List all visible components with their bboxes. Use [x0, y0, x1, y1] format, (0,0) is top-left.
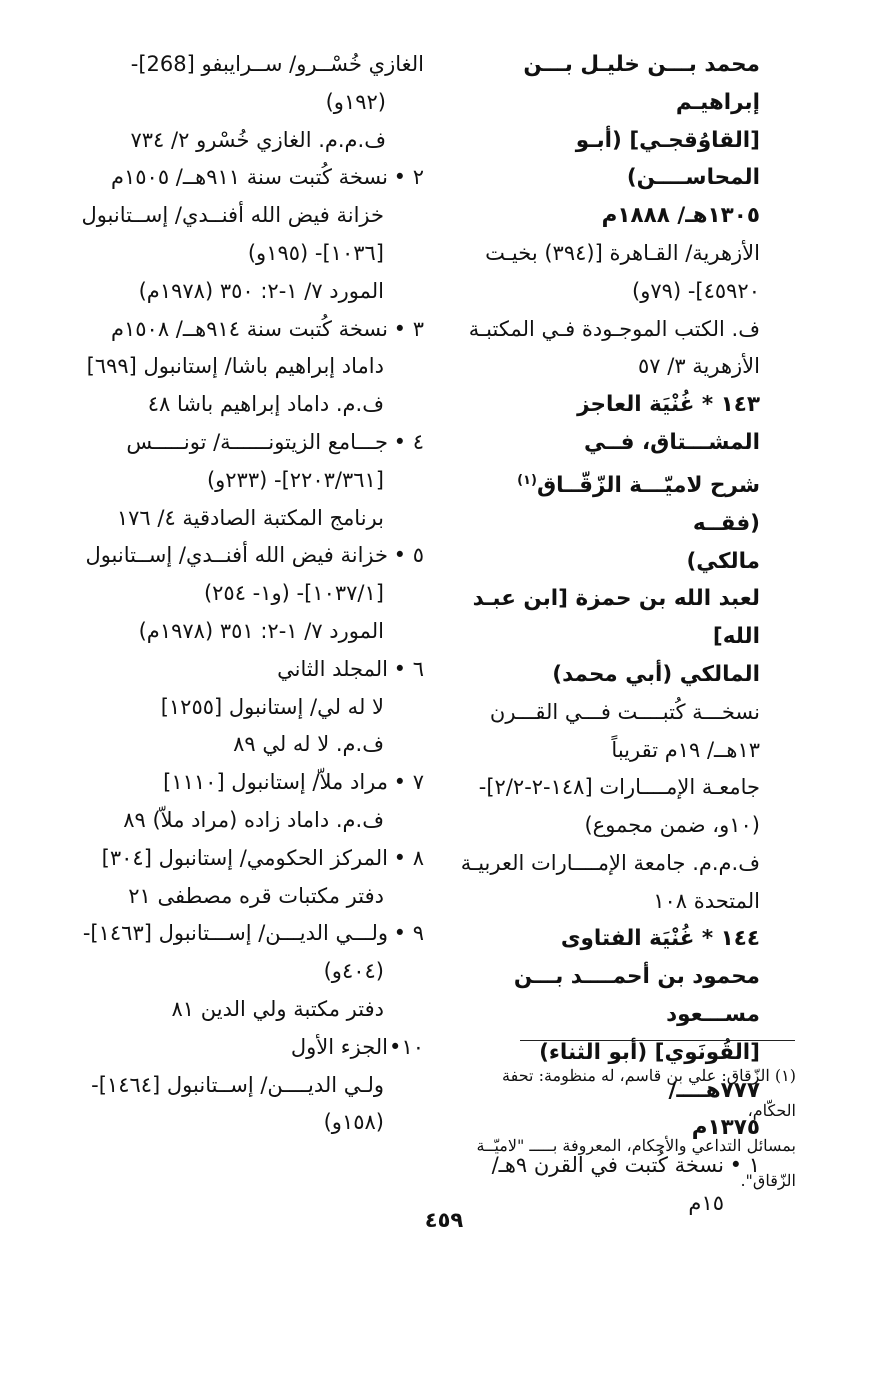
manuscript-location: لا له لي/ إستانبول [١٢٥٥]: [160, 694, 384, 719]
catalog-reference: ف.م. داماد إبراهيم باشا ٤٨: [147, 392, 384, 417]
author-name: محمود بن أحمــــد بـــن مســـعود: [513, 964, 760, 1028]
catalog-reference: دفتر مكتبة ولي الدين ٨١: [171, 996, 384, 1021]
item-number: ٤ •: [393, 429, 424, 454]
manuscript-location: خزانة فيض الله أفنــدي/ إســتانبول: [85, 543, 388, 568]
list-item: [76, 424, 424, 462]
footnote-line: بمسائل التداعي والأحكام، المعروفة بـــــ "لاميّــة: [476, 1136, 796, 1155]
footnote-line: الزّقاق".: [740, 1171, 796, 1190]
left-column: [76, 46, 424, 1142]
catalog-reference: الأزهرية ٣/ ٥٧: [637, 354, 760, 379]
list-item: [76, 651, 424, 689]
footnote-line: (١) الزّقاق: علي بن قاسم، له منظومة: تحفة الحكّام،: [502, 1066, 796, 1120]
entry-title: ١٤٤ * غُنْيَة الفتاوى: [560, 926, 760, 952]
footnote-marker: (١): [517, 472, 537, 488]
author-dates: ١٣٠٥هـ/ ١٨٨٨م: [601, 203, 760, 229]
author-name: [القاوُقجـي] (أبـو المحاســــن): [575, 127, 760, 191]
manuscript-location: المركز الحكومي/ إستانبول [٣٠٤]: [101, 845, 388, 870]
footnote-divider: [520, 1040, 795, 1041]
author-dates: ١٣٧٥م: [691, 1115, 760, 1141]
copy-note: نسخة كُتبت سنة ٩١٤هــ/ ١٥٠٨م: [110, 316, 388, 341]
item-number: ٧ •: [393, 770, 424, 795]
catalog-reference: المورد ٧/ ١-٢: ٣٥٠ (١٩٧٨م): [138, 278, 384, 303]
manuscript-location: ولـــي الديـــن/ إســـتانبول [١٤٦٣]-: [82, 921, 388, 946]
item-number: ٩ •: [393, 921, 424, 946]
author-name: [القُونَوي] (أبو الثناء) ٧٧٧هــــ/: [539, 1039, 760, 1103]
catalog-reference: ف.م.م. الغازي خُسْرو ٢/ ٧٣٤: [130, 127, 386, 152]
manuscript-location: (٤٠٤و): [323, 959, 384, 984]
manuscript-location: جـــامع الزيتونــــــة/ تونـــــس: [126, 429, 388, 454]
catalog-reference: المورد ٧/ ١-٢: ٣٥١ (١٩٧٨م): [138, 618, 384, 643]
manuscript-location: [٢٢٠٣/٣٦١]- (٢٣٣و): [206, 467, 384, 492]
list-item: [76, 311, 424, 349]
copy-note: نسخـــة كُتبــــت فـــي القـــرن: [489, 699, 760, 724]
item-number: ٣ •: [393, 316, 424, 341]
page-number: ٤٥٩: [424, 1208, 464, 1232]
item-number: ٨ •: [393, 845, 424, 870]
list-item: [76, 1029, 424, 1067]
item-number: ٦ •: [393, 656, 424, 681]
volume-note: المجلد الثاني: [277, 656, 388, 681]
footnote: [460, 1058, 796, 1198]
catalog-reference: المتحدة ١٠٨: [653, 888, 760, 913]
manuscript-location: الأزهرية/ القـاهرة [(٣٩٤) بخيـت: [485, 240, 760, 265]
list-item: [76, 537, 424, 575]
catalog-reference: ف.م.م. جامعة الإمــــارات العربيـة: [460, 850, 760, 875]
list-item: [76, 915, 424, 953]
entry-title: مالكي): [686, 548, 760, 574]
item-number: ١ •: [729, 1153, 760, 1178]
author-name: لعبد الله بن حمزة [ابن عبـد الله]: [472, 586, 760, 650]
item-number: ٢ •: [393, 165, 424, 190]
item-number: ٥ •: [393, 543, 424, 568]
manuscript-location: الغازي خُسْــرو/ ســرايبفو [268]-: [130, 52, 424, 76]
item-number: ١٠•: [389, 1034, 424, 1059]
catalog-reference: ف.م. لا له لي ٨٩: [233, 732, 384, 757]
manuscript-location: (١٩٢و): [325, 89, 386, 114]
manuscript-location: جامعـة الإمــــارات [١٤٨-٢-٢/٢]-: [478, 775, 760, 800]
manuscript-location: (١٥٨و): [323, 1110, 384, 1135]
catalog-reference: ف.م. داماد زاده (مراد ملاّ) ٨٩: [123, 807, 384, 832]
list-item: [76, 840, 424, 878]
copy-note: نسخة كُتبت في القرن ٩هـ/ ١٥م: [491, 1153, 724, 1216]
list-item: [76, 764, 424, 802]
catalog-reference: ف. الكتب الموجـودة فـي المكتبـة: [468, 316, 760, 341]
manuscript-location: ٤٥٩٢٠]- (٧٩و): [632, 278, 760, 303]
manuscript-location: [١٠٣٧/١]- (و١- ٢٥٤): [203, 581, 384, 606]
manuscript-location: (١٠و، ضمن مجموع): [584, 813, 760, 838]
right-column: [460, 46, 760, 1223]
manuscript-location: مراد ملاّ/ إستانبول [١١١٠]: [163, 770, 388, 795]
manuscript-location: [١٠٣٦]- (١٩٥و): [247, 240, 384, 265]
catalog-reference: دفتر مكتبات قره مصطفى ٢١: [128, 883, 384, 908]
author-name: المالكي (أبي محمد): [552, 661, 760, 687]
copy-note: ١٣هــ/ ١٩م تقريباً: [611, 737, 760, 762]
list-item: [76, 159, 424, 197]
manuscript-location: ولـي الديــــن/ إســتانبول [١٤٦٤]-: [91, 1072, 384, 1097]
entry-title: شرح لاميّـــة الزّقّــاق$^{(١)}$ (فقــه: [517, 472, 760, 536]
entry-title: ١٤٣ * غُنْيَة العاجز المشـــتاق، فــي: [577, 392, 760, 455]
copy-note: نسخة كُتبت سنة ٩١١هــ/ ١٥٠٥م: [110, 165, 388, 190]
manuscript-location: داماد إبراهيم باشا/ إستانبول [٦٩٩]: [86, 354, 384, 379]
catalog-reference: برنامج المكتبة الصادقية ٤/ ١٧٦: [116, 505, 384, 530]
author-name: محمد بـــن خليـل بـــن إبراهيـم: [523, 52, 760, 115]
volume-note: الجزء الأول: [290, 1034, 388, 1059]
manuscript-location: خزانة فيض الله أفنــدي/ إســتانبول: [81, 203, 384, 228]
